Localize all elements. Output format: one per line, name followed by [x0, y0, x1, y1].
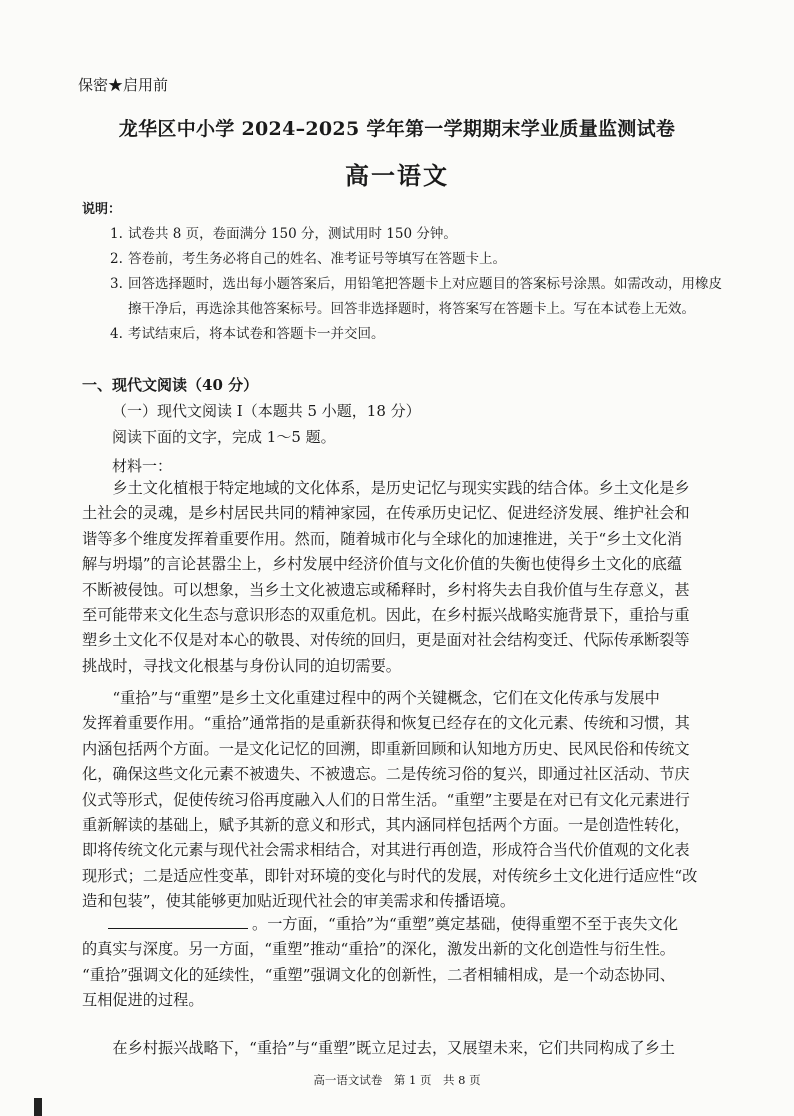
paragraph-line: [82, 654, 740, 679]
passage-paragraph: [82, 912, 740, 1014]
notes-label: 说明：: [82, 202, 122, 217]
paragraph-line: [82, 1036, 740, 1061]
scan-edge-mark: [34, 1098, 42, 1116]
note-item-line: [110, 222, 457, 242]
note-item-line: [110, 322, 385, 342]
line-text: 即将传统文化元素与现代社会需求相结合，对其进行再创造，形成符合当代价值观的文化表: [82, 841, 690, 860]
line-text: 化，确保这些文化元素不被遗失、不被遗忘。二是传统习俗的复兴，即通过社区活动、节庆: [82, 765, 690, 784]
note-text: 答卷前，考生务必将自己的姓名、准考证号等填写在答题卡上。: [128, 251, 506, 267]
paragraph-line: [82, 912, 740, 937]
subject-title: 高一语文: [345, 161, 449, 190]
line-text: 现形式；二是适应性变革，即针对环境的变化与时代的发展，对传统乡土文化进行适应性“改: [82, 866, 698, 885]
note-item-line: [110, 272, 722, 292]
line-text: 不断被侵蚀。可以想象，当乡土文化被遗忘或稀释时，乡村将失去自我价值与生存意义，甚: [82, 580, 690, 599]
reading-instruction: 阅读下面的文字，完成 1～5 题。: [112, 428, 336, 446]
line-text: 内涵包括两个方面。一是文化记忆的回溯，即重新回顾和认知地方历史、民风民俗和传统文: [82, 739, 690, 758]
note-text: 回答选择题时，选出每小题答案后，用铅笔把答题卡上对应题目的答案标号涂黑。如需改动，用橡皮: [128, 276, 722, 292]
line-text: 的真实与深度。另一方面，“重塑”推动“重拾”的深化，激发出新的文化创造性与衍生性。: [82, 940, 675, 959]
note-item-line: [128, 297, 695, 317]
paragraph-line: [82, 711, 740, 736]
note-number: 4.: [110, 326, 123, 342]
line-text: 土社会的灵魂，是乡村居民共同的精神家园，在传承历史记忆、促进经济发展、维护社会和: [82, 504, 690, 523]
paragraph-line: [82, 501, 740, 526]
material-label: 材料一：: [112, 457, 173, 475]
line-text: 。一方面，“重拾”为“重塑”奠定基础，使得重塑不至于丧失文化: [252, 915, 678, 933]
line-text: 互相促进的过程。: [82, 991, 204, 1010]
line-text: “重拾”与“重塑”是乡土文化重建过程中的两个关键概念，它们在文化传承与发展中: [82, 689, 660, 707]
line-text: 发挥着重要作用。“重拾”通常指的是重新获得和恢复已经存在的文化元素、传统和习惯，其: [82, 714, 690, 733]
line-text: 造和包装”，使其能够更加贴近现代社会的审美需求和传播语境。: [82, 892, 516, 911]
passage-paragraph: [82, 1036, 740, 1061]
paragraph-line: [82, 578, 740, 603]
paragraph-line: [82, 937, 740, 962]
note-text: 擦干净后，再选涂其他答案标号。回答非选择题时，将答案写在答题卡上。写在本试卷上无效。: [128, 301, 695, 317]
exam-title: 龙华区中小学 2024–2025 学年第一学期期末学业质量监测试卷: [118, 118, 676, 140]
line-text: 乡土文化植根于特定地域的文化体系，是历史记忆与现实实践的结合体。乡土文化是乡: [82, 479, 690, 497]
line-text: 至可能带来文化生态与意识形态的双重危机。因此，在乡村振兴战略实施背景下，重拾与重: [82, 606, 690, 625]
line-text: 挑战时，寻找文化根基与身份认同的迫切需要。: [82, 656, 401, 675]
line-text: 塑乡土文化不仅是对本心的敬畏、对传统的回归，更是面对社会结构变迁、代际传承断裂等: [82, 631, 690, 650]
paragraph-line: [82, 628, 740, 653]
paragraph-line: [82, 889, 740, 914]
paragraph-line: [82, 603, 740, 628]
note-number: 2.: [110, 251, 123, 267]
line-text: 解与坍塌”的言论甚嚣尘上，乡村发展中经济价值与文化价值的失衡也使得乡土文化的底蕴: [82, 555, 683, 574]
note-text: 试卷共 8 页，卷面满分 150 分，测试用时 150 分钟。: [128, 226, 457, 242]
section-heading: 一、现代文阅读（40 分）: [82, 376, 259, 394]
page-footer: 高一语文试卷 第 1 页 共 8 页: [313, 1073, 481, 1087]
line-text: 仪式等形式，促使传统习俗再度融入人们的日常生活。“重塑”主要是在对已有文化元素进行: [82, 790, 690, 809]
paragraph-line: [82, 737, 740, 762]
paragraph-line: [82, 552, 740, 577]
line-text: 谐等多个维度发挥着重要作用。然而，随着城市化与全球化的加速推进，关于“乡土文化消: [82, 529, 683, 548]
fill-in-blank: [108, 914, 248, 929]
note-text: 考试结束后，将本试卷和答题卡一并交回。: [128, 326, 385, 342]
paragraph-line: [82, 864, 740, 889]
paragraph-line: [82, 527, 740, 552]
paragraph-line: [82, 988, 740, 1013]
paragraph-line: [82, 686, 740, 711]
paragraph-line: [82, 788, 740, 813]
paragraph-line: [82, 762, 740, 787]
paragraph-line: [82, 813, 740, 838]
passage-paragraph: [82, 686, 740, 915]
line-text: “重拾”强调文化的延续性，“重塑”强调文化的创新性，二者相辅相成，是一个动态协同、: [82, 965, 675, 984]
line-text: 在乡村振兴战略下，“重拾”与“重塑”既立足过去，又展望未来，它们共同构成了乡土: [82, 1039, 675, 1057]
note-number: 3.: [110, 276, 123, 292]
paragraph-line: [82, 476, 740, 501]
paragraph-line: [82, 838, 740, 863]
paragraph-line: [82, 963, 740, 988]
note-number: 1.: [110, 226, 123, 242]
note-item-line: [110, 247, 506, 267]
passage-paragraph: [82, 476, 740, 679]
subsection-heading: （一）现代文阅读 I（本题共 5 小题，18 分）: [112, 402, 421, 420]
confidential-mark: 保密★启用前: [78, 76, 169, 94]
line-text: 重新解读的基础上，赋予其新的意义和形式，其内涵同样包括两个方面。一是创造性转化，: [82, 816, 690, 835]
